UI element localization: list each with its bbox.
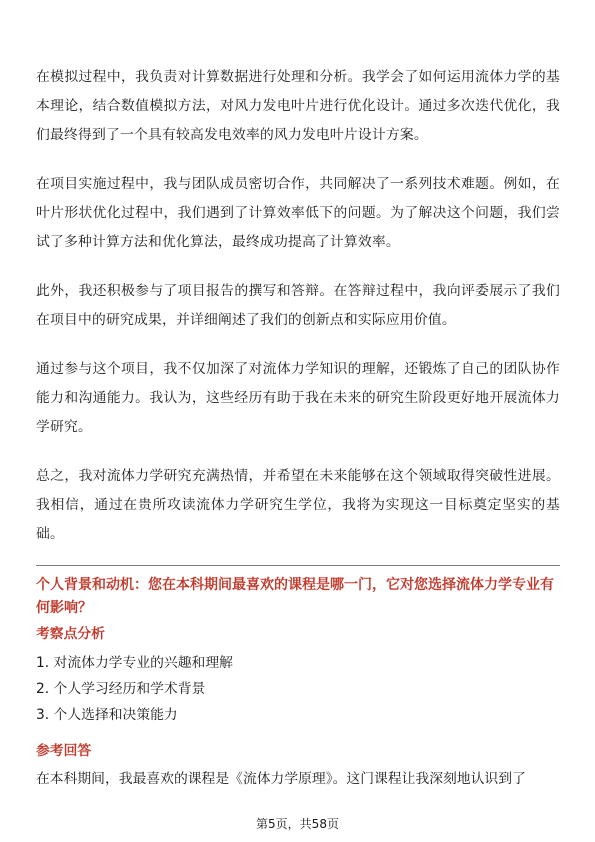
document-body xyxy=(36,63,560,791)
body-paragraph-2: 在项目实施过程中，我与团队成员密切合作，共同解决了一系列技术难题。例如，在叶片形状优化过程中，我们遇到了计算效率低下的问题。为了解决这个问题，我们尝试了多种计算方法和优化算法，最终成功提高了计算效率。 xyxy=(36,176,560,250)
analysis-item-3: 3. 个人选择和决策能力 xyxy=(36,707,178,723)
question-title: 个人背景和动机：您在本科期间最喜欢的课程是哪一门，它对您选择流体力学专业有何影响？ xyxy=(36,577,554,616)
body-paragraph-5: 总之，我对流体力学研究充满热情，并希望在未来能够在这个领域取得突破性进展。我相信，通过在贵所攻读流体力学研究生学位，我将为实现这一目标奠定坚实的基础。 xyxy=(36,468,560,542)
answer-text: 在本科期间，我最喜欢的课程是《流体力学原理》。这门课程让我深刻地认识到了 xyxy=(36,771,526,787)
analysis-heading: 考察点分析 xyxy=(36,626,105,642)
body-paragraph-4: 通过参与这个项目，我不仅加深了对流体力学知识的理解，还锻炼了自己的团队协作能力和沟通能力。我认为，这些经历有助于我在未来的研究生阶段更好地开展流体力学研究。 xyxy=(36,361,560,435)
analysis-item-1: 1. 对流体力学专业的兴趣和理解 xyxy=(36,655,233,671)
body-paragraph-1: 在模拟过程中，我负责对计算数据进行处理和分析。我学会了如何运用流体力学的基本理论，结合数值模拟方法，对风力发电叶片进行优化设计。通过多次迭代优化，我们最终得到了一个具有较高发电效率的风力发电叶片设计方案。 xyxy=(36,69,560,143)
body-paragraph-3: 此外，我还积极参与了项目报告的撰写和答辩。在答辩过程中，我向评委展示了我们在项目中的研究成果，并详细阐述了我们的创新点和实际应用价值。 xyxy=(36,283,560,328)
analysis-item-2: 2. 个人学习经历和学术背景 xyxy=(36,681,206,697)
page-number: 第5页，共58页 xyxy=(256,817,339,831)
answer-heading: 参考回答 xyxy=(36,743,92,759)
section-divider xyxy=(36,565,560,566)
